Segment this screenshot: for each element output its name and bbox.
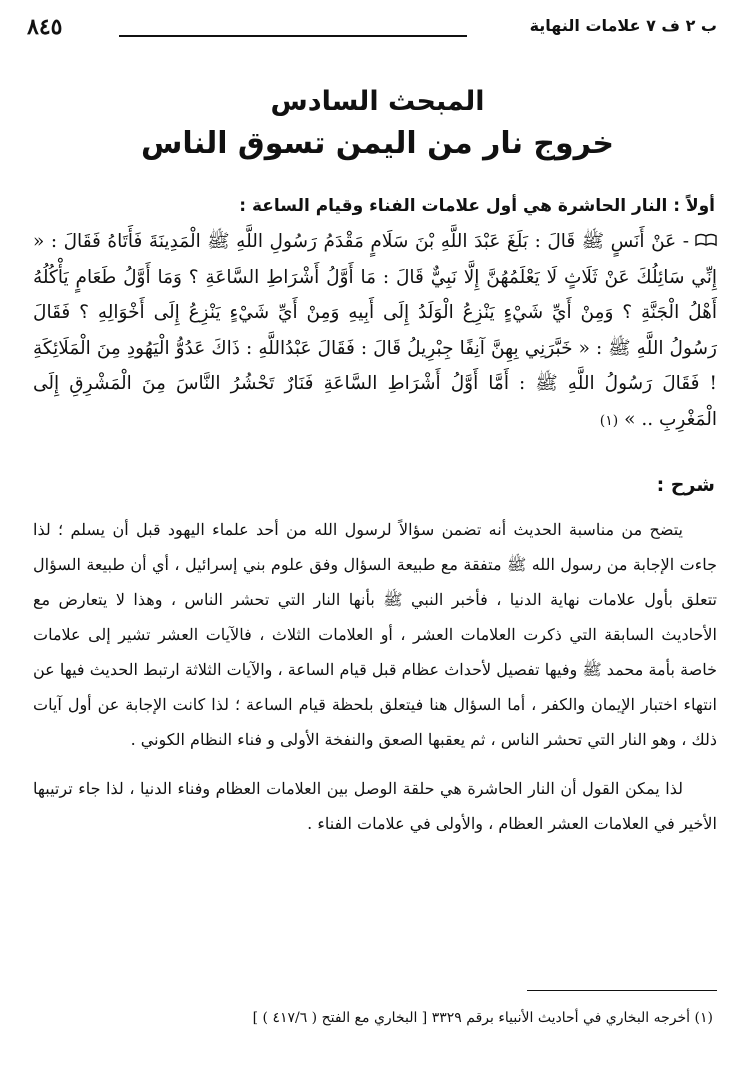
footnote: (١) أخرجه البخاري في أحاديث الأنبياء برقم ٣٣٢٩ [ البخاري مع الفتح ( ٤١٧/٦ ) ] — [252, 1010, 713, 1026]
header-rule — [119, 35, 467, 37]
commentary-paragraph: يتضح من مناسبة الحديث أنه تضمن سؤالاً لرسول الله من أحد علماء اليهود قبل أن يسلم ؛ لذا جاءت الإجابة من رسول الله ﷺ متفقة مع طبيعة السؤال وفق علوم بني إسرائيل ، أي أن طبيعة السؤال تتعلق بأول علامات نهاية الدنيا ، فأخبر النبي ﷺ بأنها النار التي تحشر الناس ، وهذا لا يتعارض مع الأحاديث السابقة التي ذكرت العلامات العشر ، أو العلامات الثلاث ، فالآيات العشر تشير إلى علامات خاصة بأمة محمد ﷺ وفيها تفصيل لأحداث عظام قبل قيام الساعة ، والآيات الثلاثة ارتبط الحديث فيها عن انتهاء اختبار الإيمان والكفر ، أما السؤال هنا فيتعلق بلحظة قيام الساعة ؛ لذا كانت الإجابة عن أول آيات ذلك ، وهو النار التي تحشر الناس ، ثم يعقبها الصعق والنفخة الأولى و فناء النظام الكوني . — [33, 520, 718, 749]
running-header — [27, 14, 717, 44]
hadith-block — [33, 224, 717, 439]
page-number: ٨٤٥ — [27, 14, 63, 40]
commentary-body — [33, 512, 717, 841]
open-book-icon — [695, 224, 717, 260]
section-heading: أولاً : النار الحاشرة هي أول علامات الفناء وقيام الساعة : — [239, 196, 715, 216]
footnote-rule — [527, 990, 717, 991]
commentary-paragraph: لذا يمكن القول أن النار الحاشرة هي حلقة الوصل بين العلامات العظام وفناء الدنيا ، لذا جاء ترتيبها الأخير في العلامات العشر العظام ، والأولى في علامات الفناء . — [33, 779, 717, 833]
hadith-text: - عَنْ أَنَسٍ ﷺ قَالَ : بَلَغَ عَبْدَ اللَّهِ بْنَ سَلَامٍ مَقْدَمُ رَسُولِ اللَّهِ ﷺ الْمَدِينَةَ فَأَتَاهُ فَقَالَ : « إِنِّي سَائِلُكَ عَنْ ثَلَاثٍ لَا يَعْلَمُهُنَّ إِلَّا نَبِيٌّ قَالَ : مَا أَوَّلُ أَشْرَاطِ السَّاعَةِ ؟ وَمَا أَوَّلُ طَعَامٍ يَأْكُلُهُ أَهْلُ الْجَنَّةِ ؟ وَمِنْ أَيِّ شَيْءٍ يَنْزِعُ الْوَلَدُ إِلَى أَبِيهِ وَمِنْ أَيِّ شَيْءٍ يَنْزِعُ إِلَى أَخْوَالِهِ ؟ فَقَالَ رَسُولُ اللَّهِ ﷺ : « خَبَّرَنِي بِهِنَّ آنِفًا جِبْرِيلُ قَالَ : فَقَالَ عَبْدُاللَّهِ : ذَاكَ عَدُوُّ الْيَهُودِ مِنَ الْمَلَائِكَةِ ! فَقَالَ رَسُولُ اللَّهِ ﷺ : أَمَّا أَوَّلُ أَشْرَاطِ السَّاعَةِ فَنَارٌ تَحْشُرُ النَّاسَ مِنَ الْمَشْرِقِ إِلَى الْمَغْرِبِ .. » — [33, 231, 717, 430]
chapter-title: المبحث السادس — [270, 86, 485, 117]
running-title: ب ٢ ف ٧ علامات النهاية — [529, 16, 717, 35]
chapter-subtitle: خروج نار من اليمن تسوق الناس — [141, 126, 614, 161]
commentary-heading: شرح : — [656, 474, 715, 496]
hadith-paragraph — [33, 224, 717, 439]
footnote-reference[interactable]: (١) — [599, 412, 619, 429]
